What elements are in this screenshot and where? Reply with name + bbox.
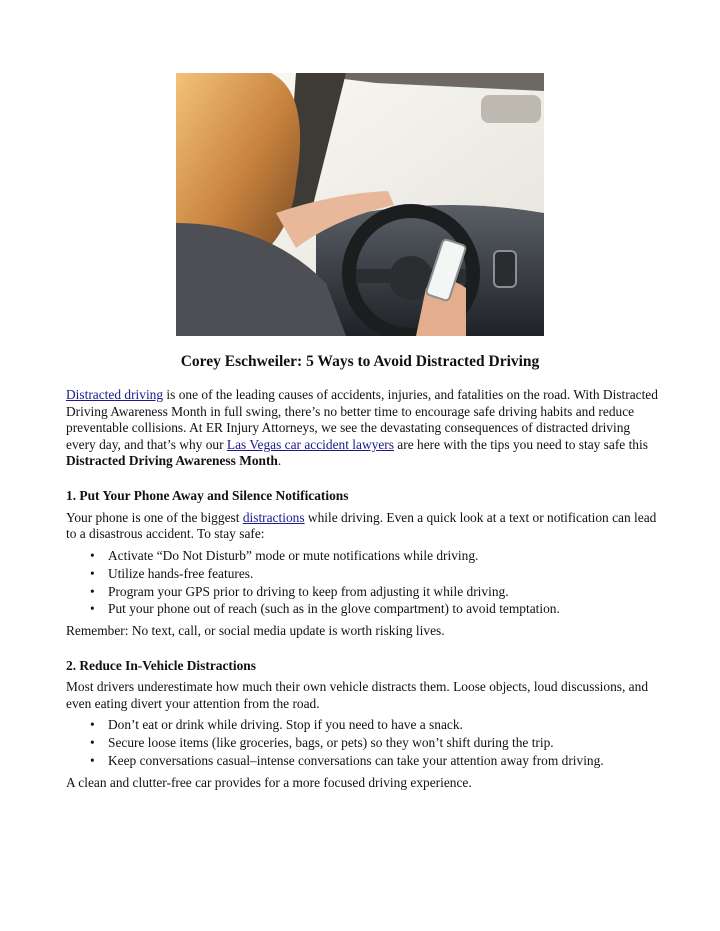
section2-heading: 2. Reduce In-Vehicle Distractions <box>66 657 256 673</box>
section1-heading: 1. Put Your Phone Away and Silence Notifications <box>66 487 349 503</box>
list-item: • Activate “Do Not Disturb” mode or mute notifications while driving. <box>108 548 658 565</box>
car-accident-lawyers-link[interactable]: Las Vegas car accident lawyers <box>226 436 394 452</box>
intro-paragraph: Distracted driving is one of the leading causes of accidents, injuries, and fatalities on the road. With Distracted Driving Awareness Month in full swing, there’s no better time to encourage safe driving habits and reduce preventable collisions. At ER Injury Attorneys, we see the devastating consequences of distracted driving every day, and that’s why our Las Vegas car accident lawyers are here with the tips you need to stay safe this Distracted Driving Awareness Month. <box>66 387 658 469</box>
list-item: • Keep conversations casual–intense conversations can take your attention away from driving. <box>108 753 658 770</box>
section1-paragraph: Your phone is one of the biggest distractions while driving. Even a quick look at a text or notification can lead to a disastrous accident. To stay safe: <box>66 509 657 542</box>
section2-closing: A clean and clutter-free car provides for a more focused driving experience. <box>66 774 472 790</box>
woman-driving-with-phone-photo <box>176 73 544 336</box>
list-item: • Put your phone out of reach (such as in the glove compartment) to avoid temptation. <box>108 601 658 618</box>
page-title: Corey Eschweiler: 5 Ways to Avoid Distracted Driving <box>180 353 540 370</box>
section2-bullet-list <box>66 717 658 769</box>
list-item: • Program your GPS prior to driving to keep from adjusting it while driving. <box>108 584 658 601</box>
distracted-driving-link[interactable]: Distracted driving <box>66 387 164 402</box>
article-body <box>66 387 658 791</box>
list-item: • Don’t eat or drink while driving. Stop if you need to have a snack. <box>108 717 658 734</box>
list-item: • Secure loose items (like groceries, bags, or pets) so they won’t shift during the trip. <box>108 735 658 752</box>
distractions-link[interactable]: distractions <box>242 509 305 525</box>
section2-paragraph: Most drivers underestimate how much their own vehicle distracts them. Loose objects, loud discussions, and even eating divert your attention from the road. <box>66 679 649 711</box>
hero-image <box>176 73 544 336</box>
awareness-month-bold: Distracted Driving Awareness Month <box>66 453 278 469</box>
list-item: • Utilize hands-free features. <box>108 566 658 583</box>
section1-bullet-list <box>66 548 658 618</box>
section1-closing: Remember: No text, call, or social media update is worth risking lives. <box>66 623 445 639</box>
